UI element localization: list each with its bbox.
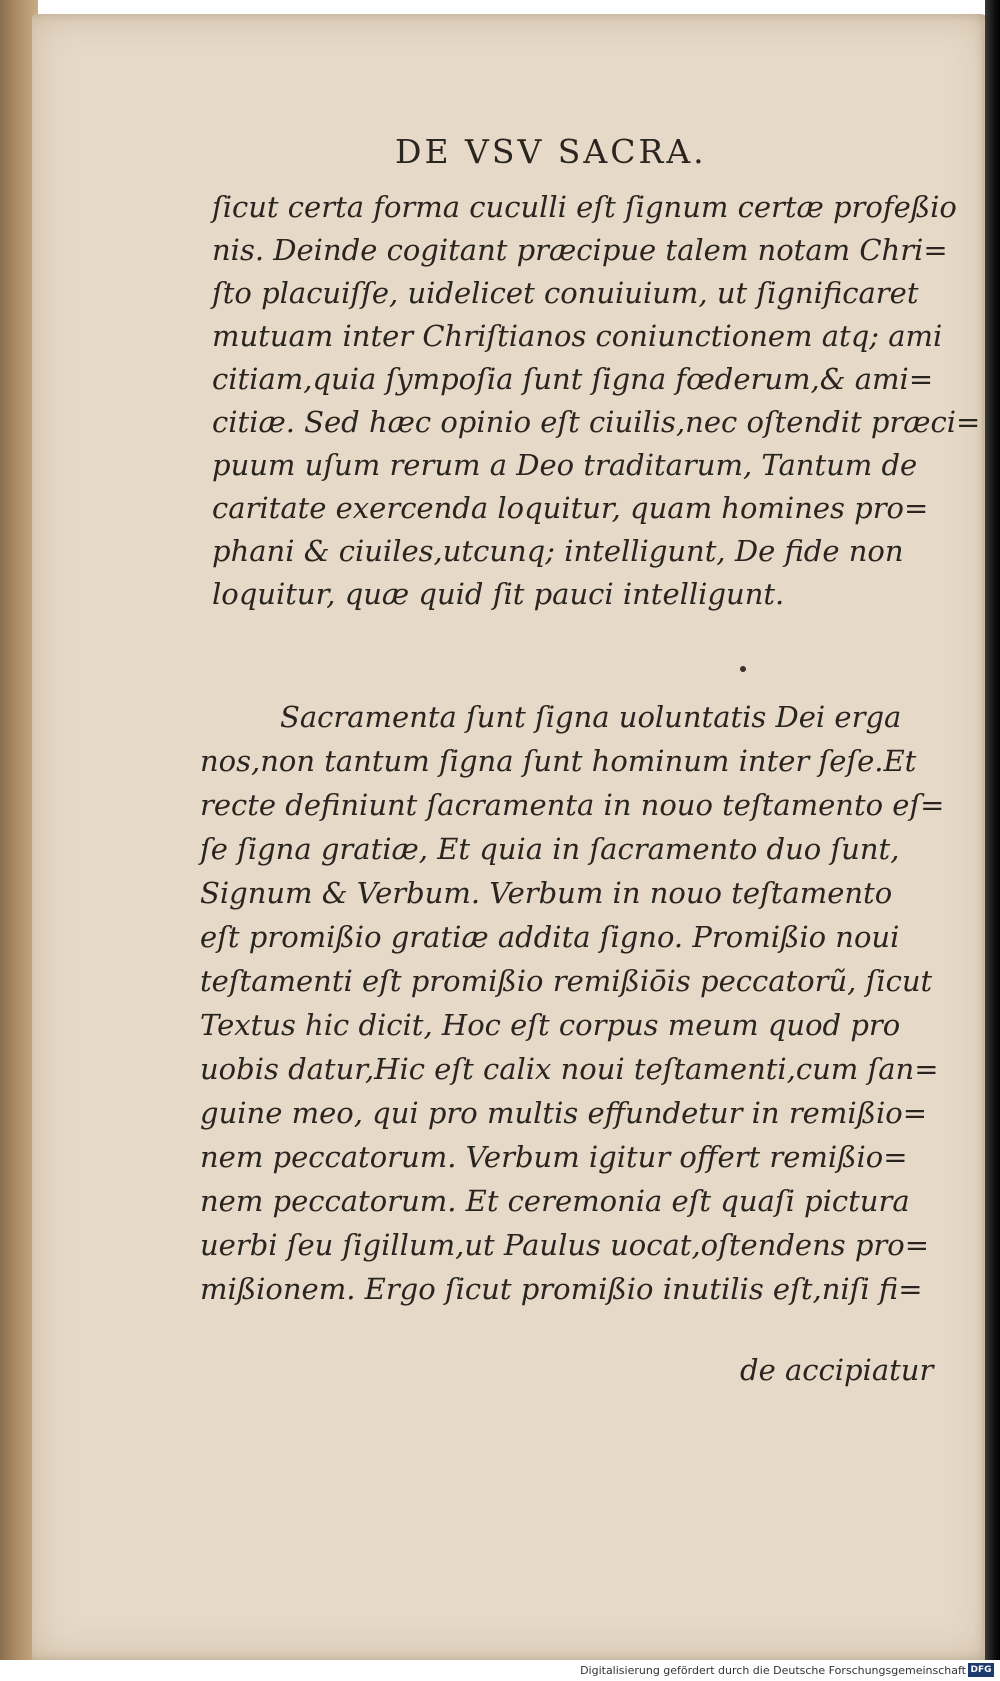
text-line: nem peccatorum. Et ceremonia eſt quaſi pictura bbox=[200, 1184, 910, 1218]
text-line: citiam,quia ſympoſia ſunt ſigna fœderum,& ami= bbox=[212, 362, 934, 396]
text-line: nis. Deinde cogitant præcipue talem notam Chri= bbox=[212, 233, 948, 267]
text-line: ſicut certa forma cuculli eſt ſignum certæ profeßio bbox=[212, 190, 957, 224]
dark-border bbox=[985, 0, 1000, 1660]
text-line: guine meo, qui pro multis effundetur in remißio= bbox=[200, 1096, 928, 1130]
text-line: loquitur, quæ quid ſit pauci intelligunt. bbox=[212, 577, 785, 611]
text-line: mißionem. Ergo ſicut promißio inutilis eſt,niſi fi= bbox=[200, 1272, 923, 1306]
dfg-logo: DFG bbox=[968, 1663, 994, 1677]
text-line: citiæ. Sed hæc opinio eſt ciuilis,nec oſtendit præci= bbox=[212, 405, 981, 439]
text-line: Textus hic dicit, Hoc eſt corpus meum quod pro bbox=[200, 1008, 901, 1042]
ink-dot bbox=[740, 666, 746, 672]
text-line: teſtamenti eſt promißio remißiōis peccatorũ, ſicut bbox=[200, 964, 933, 998]
catchword: de accipiatur bbox=[740, 1353, 934, 1387]
text-line: phani & ciuiles,utcunq; intelligunt, De fide non bbox=[212, 534, 904, 568]
digitization-credit: Digitalisierung gefördert durch die Deutsche Forschungsgemeinschaft bbox=[580, 1664, 966, 1677]
text-line: Sacramenta ſunt ſigna uoluntatis Dei erga bbox=[280, 700, 902, 734]
text-line: puum uſum rerum a Deo traditarum, Tantum de bbox=[212, 448, 918, 482]
text-line: nos,non tantum ſigna ſunt hominum inter ſeſe.Et bbox=[200, 744, 917, 778]
text-line: ſe ſigna gratiæ, Et quia in ſacramento duo ſunt, bbox=[200, 832, 900, 866]
text-line: ſto placuiſſe, uidelicet conuiuium, ut ſignificaret bbox=[212, 276, 919, 310]
text-line: uobis datur,Hic eſt calix noui teſtamenti,cum ſan= bbox=[200, 1052, 939, 1086]
running-head: DE VSV SACRA. bbox=[395, 132, 707, 171]
text-line: mutuam inter Chriſtianos coniunctionem atq; ami bbox=[212, 319, 943, 353]
text-line: Signum & Verbum. Verbum in nouo teſtamento bbox=[200, 876, 893, 910]
text-line: recte definiunt ſacramenta in nouo teſtamento eſ= bbox=[200, 788, 945, 822]
text-line: nem peccatorum. Verbum igitur offert remißio= bbox=[200, 1140, 908, 1174]
text-line: eſt promißio gratiæ addita ſigno. Promißio noui bbox=[200, 920, 900, 954]
text-line: uerbi ſeu ſigillum,ut Paulus uocat,oſtendens pro= bbox=[200, 1228, 930, 1262]
text-line: caritate exercenda loquitur, quam homines pro= bbox=[212, 491, 929, 525]
